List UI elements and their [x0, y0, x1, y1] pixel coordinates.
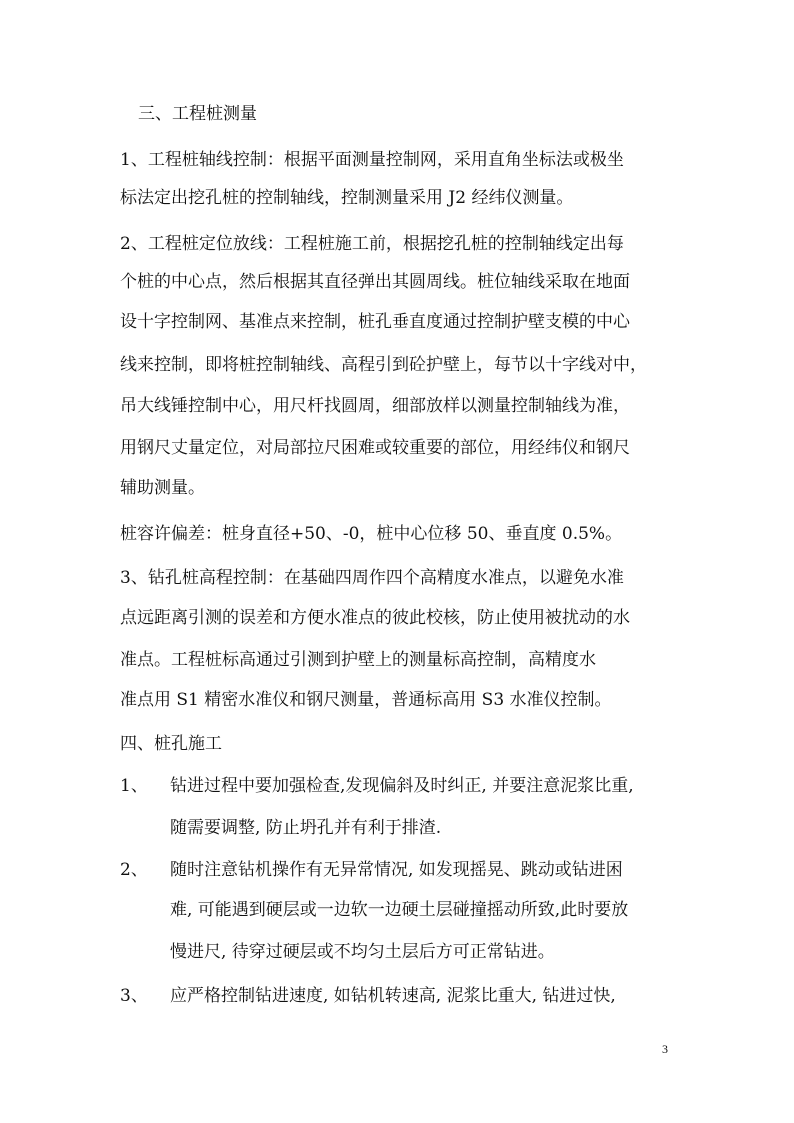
tolerance-line: 桩容许偏差：桩身直径+50、-0，桩中心位移 50、垂直度 0.5%。 [120, 524, 623, 544]
paragraph-3-line-2: 点远距离引测的误差和方便水准点的彼此校核，防止使用被扰动的水 [120, 608, 630, 628]
item-1-line-1: 钻进过程中要加强检查,发现偏斜及时纠正, 并要注意泥浆比重, [170, 776, 634, 796]
paragraph-2-line-5: 吊大线锤控制中心，用尺杆找圆周，细部放样以测量控制轴线为准， [120, 396, 630, 416]
paragraph-3-line-4: 准点用 S1 精密水准仪和钢尺测量，普通标高用 S3 水准仪控制。 [120, 690, 612, 710]
item-2-number: 2、 [120, 860, 148, 880]
item-3-number: 3、 [120, 986, 148, 1006]
paragraph-2-line-3: 设十字控制网、基准点来控制，桩孔垂直度通过控制护壁支模的中心 [120, 312, 630, 332]
page-number: 3 [662, 1042, 668, 1056]
paragraph-2-line-7: 辅助测量。 [120, 478, 205, 498]
item-1-number: 1、 [120, 776, 148, 796]
paragraph-1-line-2: 标法定出挖孔桩的控制轴线，控制测量采用 J2 经纬仪测量。 [120, 188, 574, 208]
paragraph-2-line-2: 个桩的中心点，然后根据其直径弹出其圆周线。桩位轴线采取在地面 [120, 272, 630, 292]
paragraph-3-line-3: 准点。工程桩标高通过引测到护壁上的测量标高控制，高精度水 [120, 650, 596, 670]
paragraph-2-line-1: 2、工程桩定位放线：工程桩施工前，根据挖孔桩的控制轴线定出每 [120, 234, 624, 254]
paragraph-3-line-1: 3、钻孔桩高程控制：在基础四周作四个高精度水准点，以避免水准 [120, 568, 624, 588]
paragraph-1-line-1: 1、工程桩轴线控制：根据平面测量控制网，采用直角坐标法或极坐 [120, 150, 624, 170]
section-heading-3: 三、工程桩测量 [138, 104, 257, 124]
paragraph-2-line-6: 用钢尺丈量定位，对局部拉尺困难或较重要的部位，用经纬仪和钢尺 [120, 438, 630, 458]
section-heading-4: 四、桩孔施工 [120, 734, 222, 754]
item-3-line-1: 应严格控制钻进速度, 如钻机转速高, 泥浆比重大, 钻进过快, [170, 986, 616, 1006]
paragraph-2-line-4: 线来控制，即将桩控制轴线、高程引到砼护壁上，每节以十字线对中， [120, 355, 647, 375]
item-2-line-2: 难, 可能遇到硬层或一边软一边硬土层碰撞摇动所致,此时要放 [170, 900, 629, 920]
item-1-line-2: 随需要调整, 防止坍孔并有利于排渣. [170, 818, 442, 838]
item-2-line-1: 随时注意钻机操作有无异常情况, 如发现摇晃、跳动或钻进困 [170, 860, 623, 880]
item-2-line-3: 慢进尺, 待穿过硬层或不均匀土层后方可正常钻进。 [170, 942, 555, 962]
